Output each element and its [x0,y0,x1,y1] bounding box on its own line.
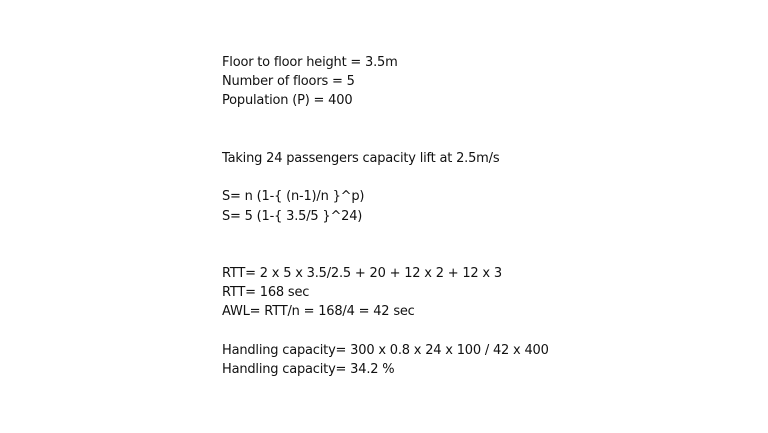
handling-capacity-formula: Handling capacity= 300 x 0.8 x 24 x 100 / 42 x 400 [222,342,549,358]
spacer [222,168,742,187]
rtt-formula: RTT= 2 x 5 x 3.5/2.5 + 20 + 12 x 2 + 12 x 3 [222,266,502,282]
calculation-document [222,53,742,379]
awl-result: AWL= RTT/n = 168/4 = 42 sec [222,304,415,320]
rtt-result: RTT= 168 sec [222,285,310,301]
lift-assumption: Taking 24 passengers capacity lift at 2.5m/s [222,150,500,166]
given-population: Population (P) = 400 [222,93,353,109]
stops-formula: S= n (1-{ (n-1)/n }^p) [222,189,365,205]
spacer [222,111,742,149]
stops-substitution: S= 5 (1-{ 3.5/5 }^24) [222,208,363,224]
spacer [222,226,742,264]
given-floor-height: Floor to floor height = 3.5m [222,55,398,70]
handling-capacity-result: Handling capacity= 34.2 % [222,362,395,378]
spacer [222,322,742,341]
given-number-of-floors: Number of floors = 5 [222,74,355,90]
